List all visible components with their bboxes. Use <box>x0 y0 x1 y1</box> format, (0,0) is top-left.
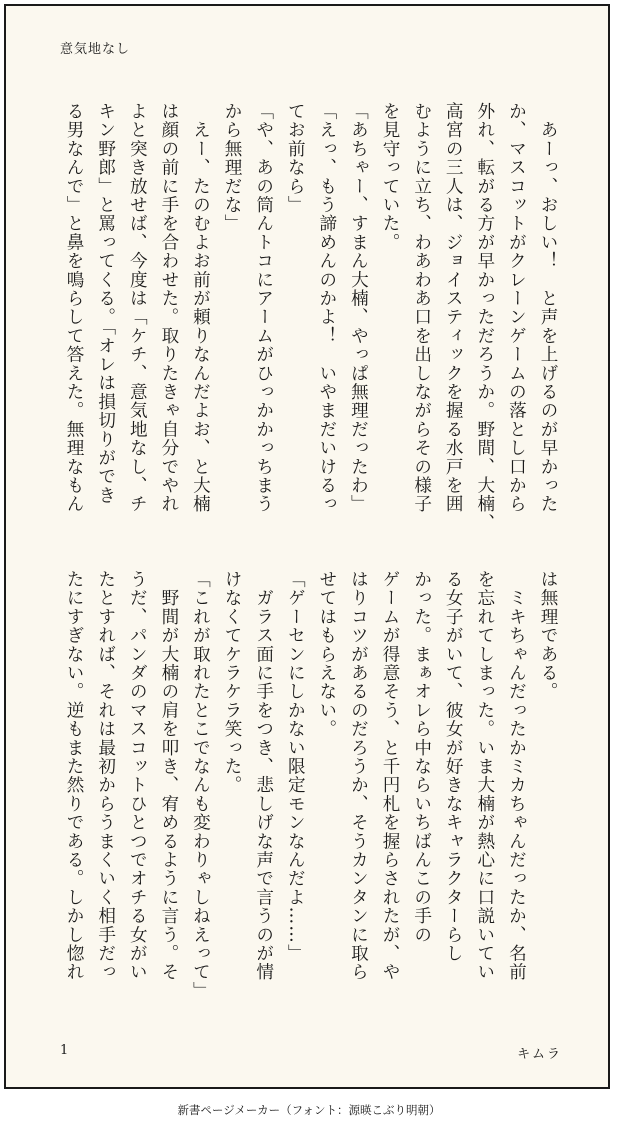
text-line: を見守っていた。 <box>380 102 401 252</box>
text-line: ガラス面に手をつき、悲しげな声で言うのが情 <box>253 570 274 982</box>
text-line: てお前なら」 <box>285 102 306 215</box>
text-line: を忘れてしまった。いま大楠が熱心に口説いてい <box>474 570 495 982</box>
text-line: る男なんで」と鼻を鳴らして答えた。無理なもん <box>64 102 85 514</box>
text-line: 「これが取れたとこでなんも変わりゃしねえって」 <box>190 570 211 1001</box>
text-line: たにすぎない。逆もまた然りである。しかし惚れ <box>64 570 85 982</box>
text-line: 「あちゃー、すまん大楠、やっぱ無理だったわ」 <box>348 102 369 514</box>
generator-credit: 新書ページメーカー（フォント：源暎こぶり明朝） <box>177 1103 441 1117</box>
text-line: 「ゲーセンにしかない限定モンなんだよ……」 <box>285 570 306 963</box>
text-line: は無理である。 <box>538 570 558 701</box>
book-page <box>4 4 610 1089</box>
page-number: 1 <box>60 1043 69 1058</box>
text-line: 「えっ、もう諦めんのかよ！ いやまだいけるっ <box>316 102 337 514</box>
text-line: たとすれば、それは最初からうまくいく相手だっ <box>95 570 116 982</box>
text-line: る女子がいて、彼女が好きなキャラクターらし <box>443 570 464 963</box>
text-line: せてはもらえない。 <box>316 570 337 739</box>
text-line: 外れ、転がる方が早かっただろうか。野間、大楠、 <box>474 102 495 533</box>
text-line: あーっ、おしい！ と声を上げるのが早かった <box>538 102 558 514</box>
text-block-bottom <box>52 570 562 1056</box>
text-line: えー、たのむよお前が頼りなんだよお、と大楠 <box>190 102 211 514</box>
text-line: よと突き放せば、今度は「ケチ、意気地なし、チ <box>127 102 148 514</box>
text-line: はりコツがあるのだろうか、そうカンタンに取ら <box>348 570 369 982</box>
text-line: から無理だな」 <box>222 102 243 233</box>
text-line: か、マスコットがクレーンゲームの落とし口から <box>506 102 527 514</box>
text-line: 「や、あの筒んトコにアームがひっかかっちまう <box>253 102 274 514</box>
text-line: けなくてケラケラ笑った。 <box>222 570 243 795</box>
book-title: 意気地なし <box>60 42 131 57</box>
text-line: 野間が大楠の肩を叩き、宥めるように言う。そ <box>158 570 179 982</box>
text-line: ゲームが得意そう、と千円札を握らされたが、や <box>380 570 401 982</box>
text-line: かった。まぁオレら中ならいちばんこの手の <box>411 570 432 944</box>
author-name: キムラ <box>517 1047 562 1062</box>
text-line: は顔の前に手を合わせた。取りたきゃ自分でやれ <box>158 102 179 514</box>
text-line: ミキちゃんだったかミカちゃんだったか、名前 <box>506 570 527 982</box>
text-line: 高宮の三人は、ジョイスティックを握る水戸を囲 <box>443 102 464 514</box>
text-line: うだ、パンダのマスコットひとつでオチる女がい <box>127 570 148 982</box>
text-line: キン野郎」と罵ってくる。「オレは損切りができ <box>95 102 116 505</box>
text-block-top <box>52 102 562 588</box>
text-line: むように立ち、わあわあ口を出しながらその様子 <box>411 102 432 514</box>
